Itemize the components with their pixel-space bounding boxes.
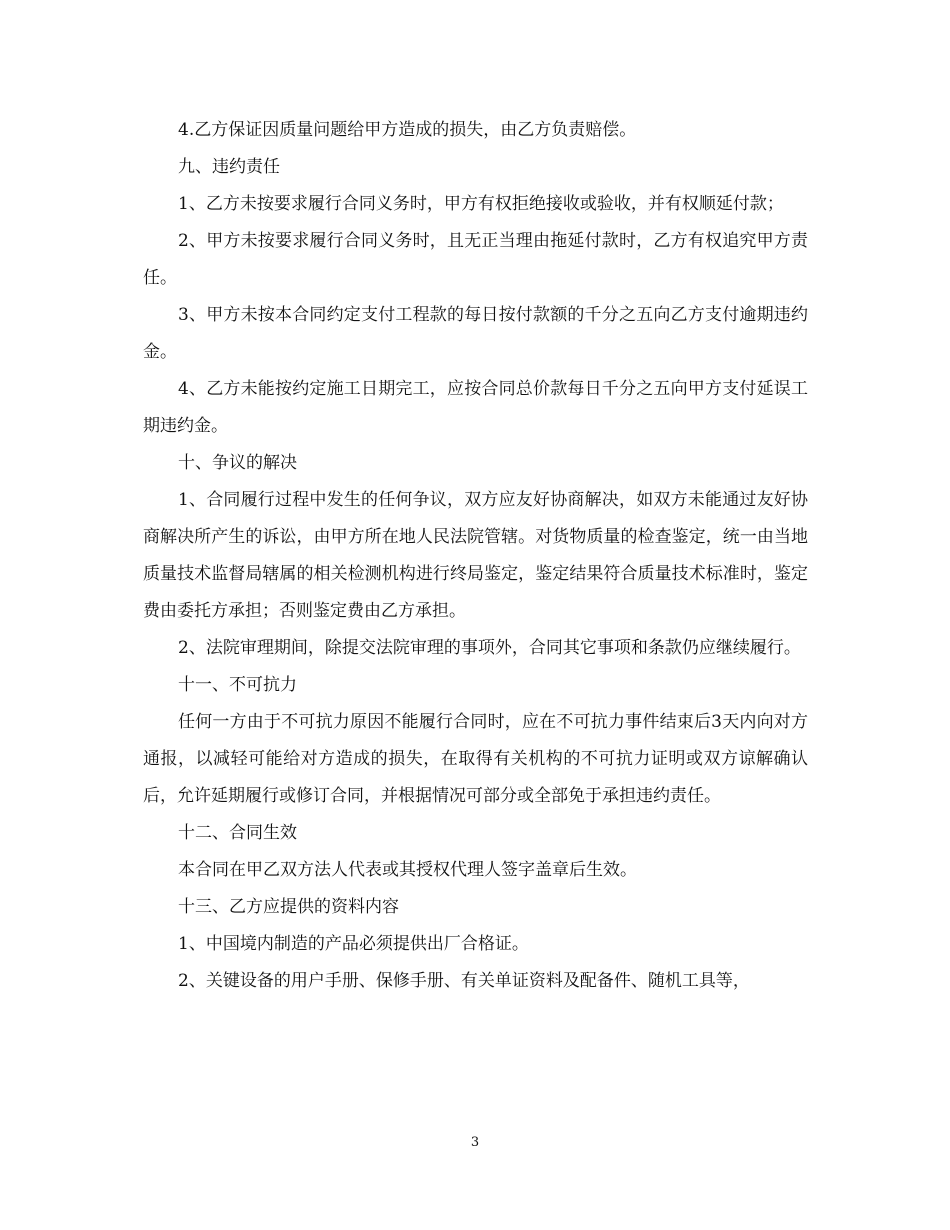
section-heading-breach-liability: 九、违约责任 (178, 157, 280, 177)
clause-force-majeure: 任何一方由于不可抗力原因不能履行合同时，应在不可抗力事件结束后3天内向对方通报，以减轻可能给对方造成的损失，在取得有关机构的不可抗力证明或双方谅解确认后，允许延期履行或修订合同，并根据情况可部分或全部免于承担违约责任。 (143, 712, 808, 806)
clause-breach-3: 3、甲方未按本合同约定支付工程款的每日按付款额的千分之五向乙方支付逾期违约金。 (143, 305, 808, 362)
section-heading-dispute-resolution: 十、争议的解决 (178, 453, 297, 473)
clause-effectiveness: 本合同在甲乙双方法人代表或其授权代理人签字盖章后生效。 (178, 860, 637, 880)
section-heading-force-majeure: 十一、不可抗力 (178, 675, 297, 695)
clause-breach-4: 4、乙方未能按约定施工日期完工，应按合同总价款每日千分之五向甲方支付延误工期违约金。 (143, 379, 808, 436)
section-heading-effectiveness: 十二、合同生效 (178, 823, 297, 843)
clause-dispute-2: 2、法院审理期间，除提交法院审理的事项外，合同其它事项和条款仍应继续履行。 (178, 638, 801, 658)
document-body (143, 112, 808, 1000)
clause-documents-2: 2、关键设备的用户手册、保修手册、有关单证资料及配备件、随机工具等， (178, 971, 750, 991)
clause-quality-compensation: 4.乙方保证因质量问题给甲方造成的损失，由乙方负责赔偿。 (178, 120, 637, 140)
clause-dispute-1: 1、合同履行过程中发生的任何争议，双方应友好协商解决，如双方未能通过友好协商解决所产生的诉讼，由甲方所在地人民法院管辖。对货物质量的检查鉴定，统一由当地质量技术监督局辖属的相关检测机构进行终局鉴定，鉴定结果符合质量技术标准时，鉴定费由委托方承担；否则鉴定费由乙方承担。 (143, 490, 808, 621)
clause-breach-1: 1、乙方未按要求履行合同义务时，甲方有权拒绝接收或验收，并有权顺延付款； (178, 194, 784, 214)
clause-breach-2: 2、甲方未按要求履行合同义务时，且无正当理由拖延付款时，乙方有权追究甲方责任。 (143, 231, 808, 288)
page-number: 3 (470, 1135, 480, 1150)
clause-documents-1: 1、中国境内制造的产品必须提供出厂合格证。 (178, 934, 529, 954)
section-heading-documents: 十三、乙方应提供的资料内容 (178, 897, 399, 917)
